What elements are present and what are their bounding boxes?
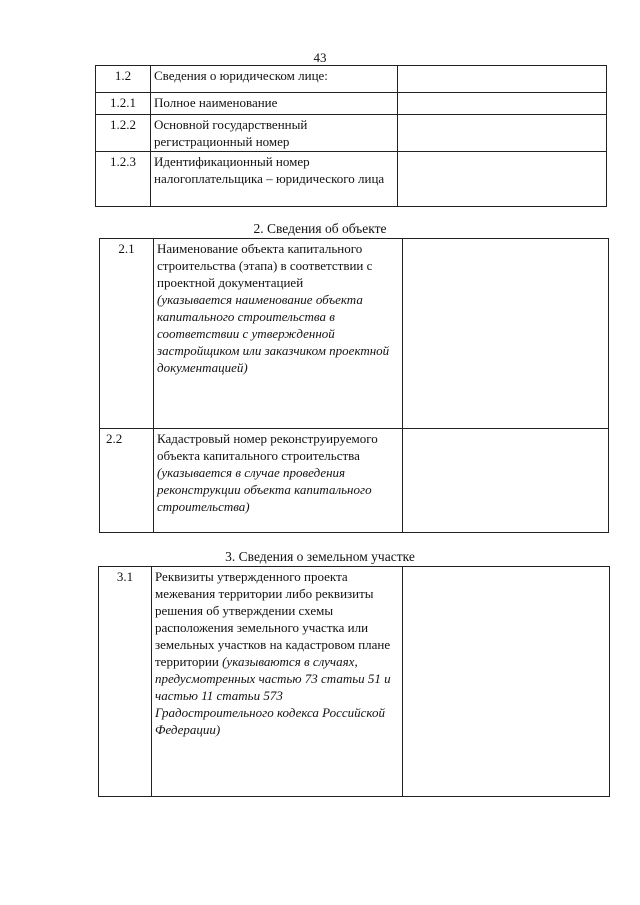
row-label-cell bbox=[154, 429, 403, 533]
row-note: (указывается в случае проведения реконструкции объекта капитального строительства) bbox=[157, 465, 372, 514]
row-value-cell[interactable] bbox=[403, 429, 609, 533]
table-row bbox=[100, 429, 609, 533]
object-info-table bbox=[99, 238, 609, 533]
table-row bbox=[96, 66, 607, 93]
row-label: Реквизиты утвержденного проекта межевания территории либо реквизиты решения об утверждении схемы расположения земельного участка или земельных участков на кадастровом плане территории bbox=[155, 569, 391, 669]
table-row bbox=[96, 152, 607, 207]
row-label: Кадастровый номер реконструируемого объекта капитального строительства bbox=[157, 431, 378, 463]
row-number: 1.2.3 bbox=[96, 152, 151, 207]
section-title: 2. Сведения об объекте bbox=[253, 221, 387, 236]
row-number: 2.2 bbox=[100, 429, 154, 533]
row-label: Наименование объекта капитального строительства (этапа) в соответствии с проектной документацией bbox=[157, 241, 373, 290]
row-value-cell[interactable] bbox=[398, 152, 607, 207]
row-label-cell bbox=[154, 239, 403, 429]
row-number: 3.1 bbox=[99, 567, 152, 797]
row-value-cell[interactable] bbox=[398, 66, 607, 93]
row-note: (указываются в случаях, предусмотренных частью 73 статьи 51 и частью 11 статьи 573 Градостроительного кодекса Российской Федерации) bbox=[155, 654, 391, 737]
row-label-cell bbox=[152, 567, 403, 797]
table-row bbox=[100, 239, 609, 429]
row-label: Сведения о юридическом лице: bbox=[151, 66, 398, 93]
row-number: 1.2.2 bbox=[96, 115, 151, 152]
row-value-cell[interactable] bbox=[398, 93, 607, 115]
page-number: 43 bbox=[313, 50, 327, 65]
table-row bbox=[96, 115, 607, 152]
table-row bbox=[99, 567, 610, 797]
row-value-cell[interactable] bbox=[403, 567, 610, 797]
applicant-legal-entity-table bbox=[95, 65, 607, 207]
row-number: 1.2 bbox=[96, 66, 151, 93]
table-row bbox=[96, 93, 607, 115]
land-plot-info-table bbox=[98, 566, 610, 797]
row-number: 1.2.1 bbox=[96, 93, 151, 115]
row-label: Идентификационный номер налогоплательщика – юридического лица bbox=[151, 152, 398, 207]
row-number: 2.1 bbox=[100, 239, 154, 429]
row-label: Полное наименование bbox=[151, 93, 398, 115]
row-value-cell[interactable] bbox=[398, 115, 607, 152]
section-title: 3. Сведения о земельном участке bbox=[225, 549, 415, 564]
row-note: (указывается наименование объекта капитального строительства в соответствии с утвержденной застройщиком или заказчиком проектной документацией) bbox=[157, 292, 390, 375]
row-label: Основной государственный регистрационный номер bbox=[151, 115, 398, 152]
row-value-cell[interactable] bbox=[403, 239, 609, 429]
